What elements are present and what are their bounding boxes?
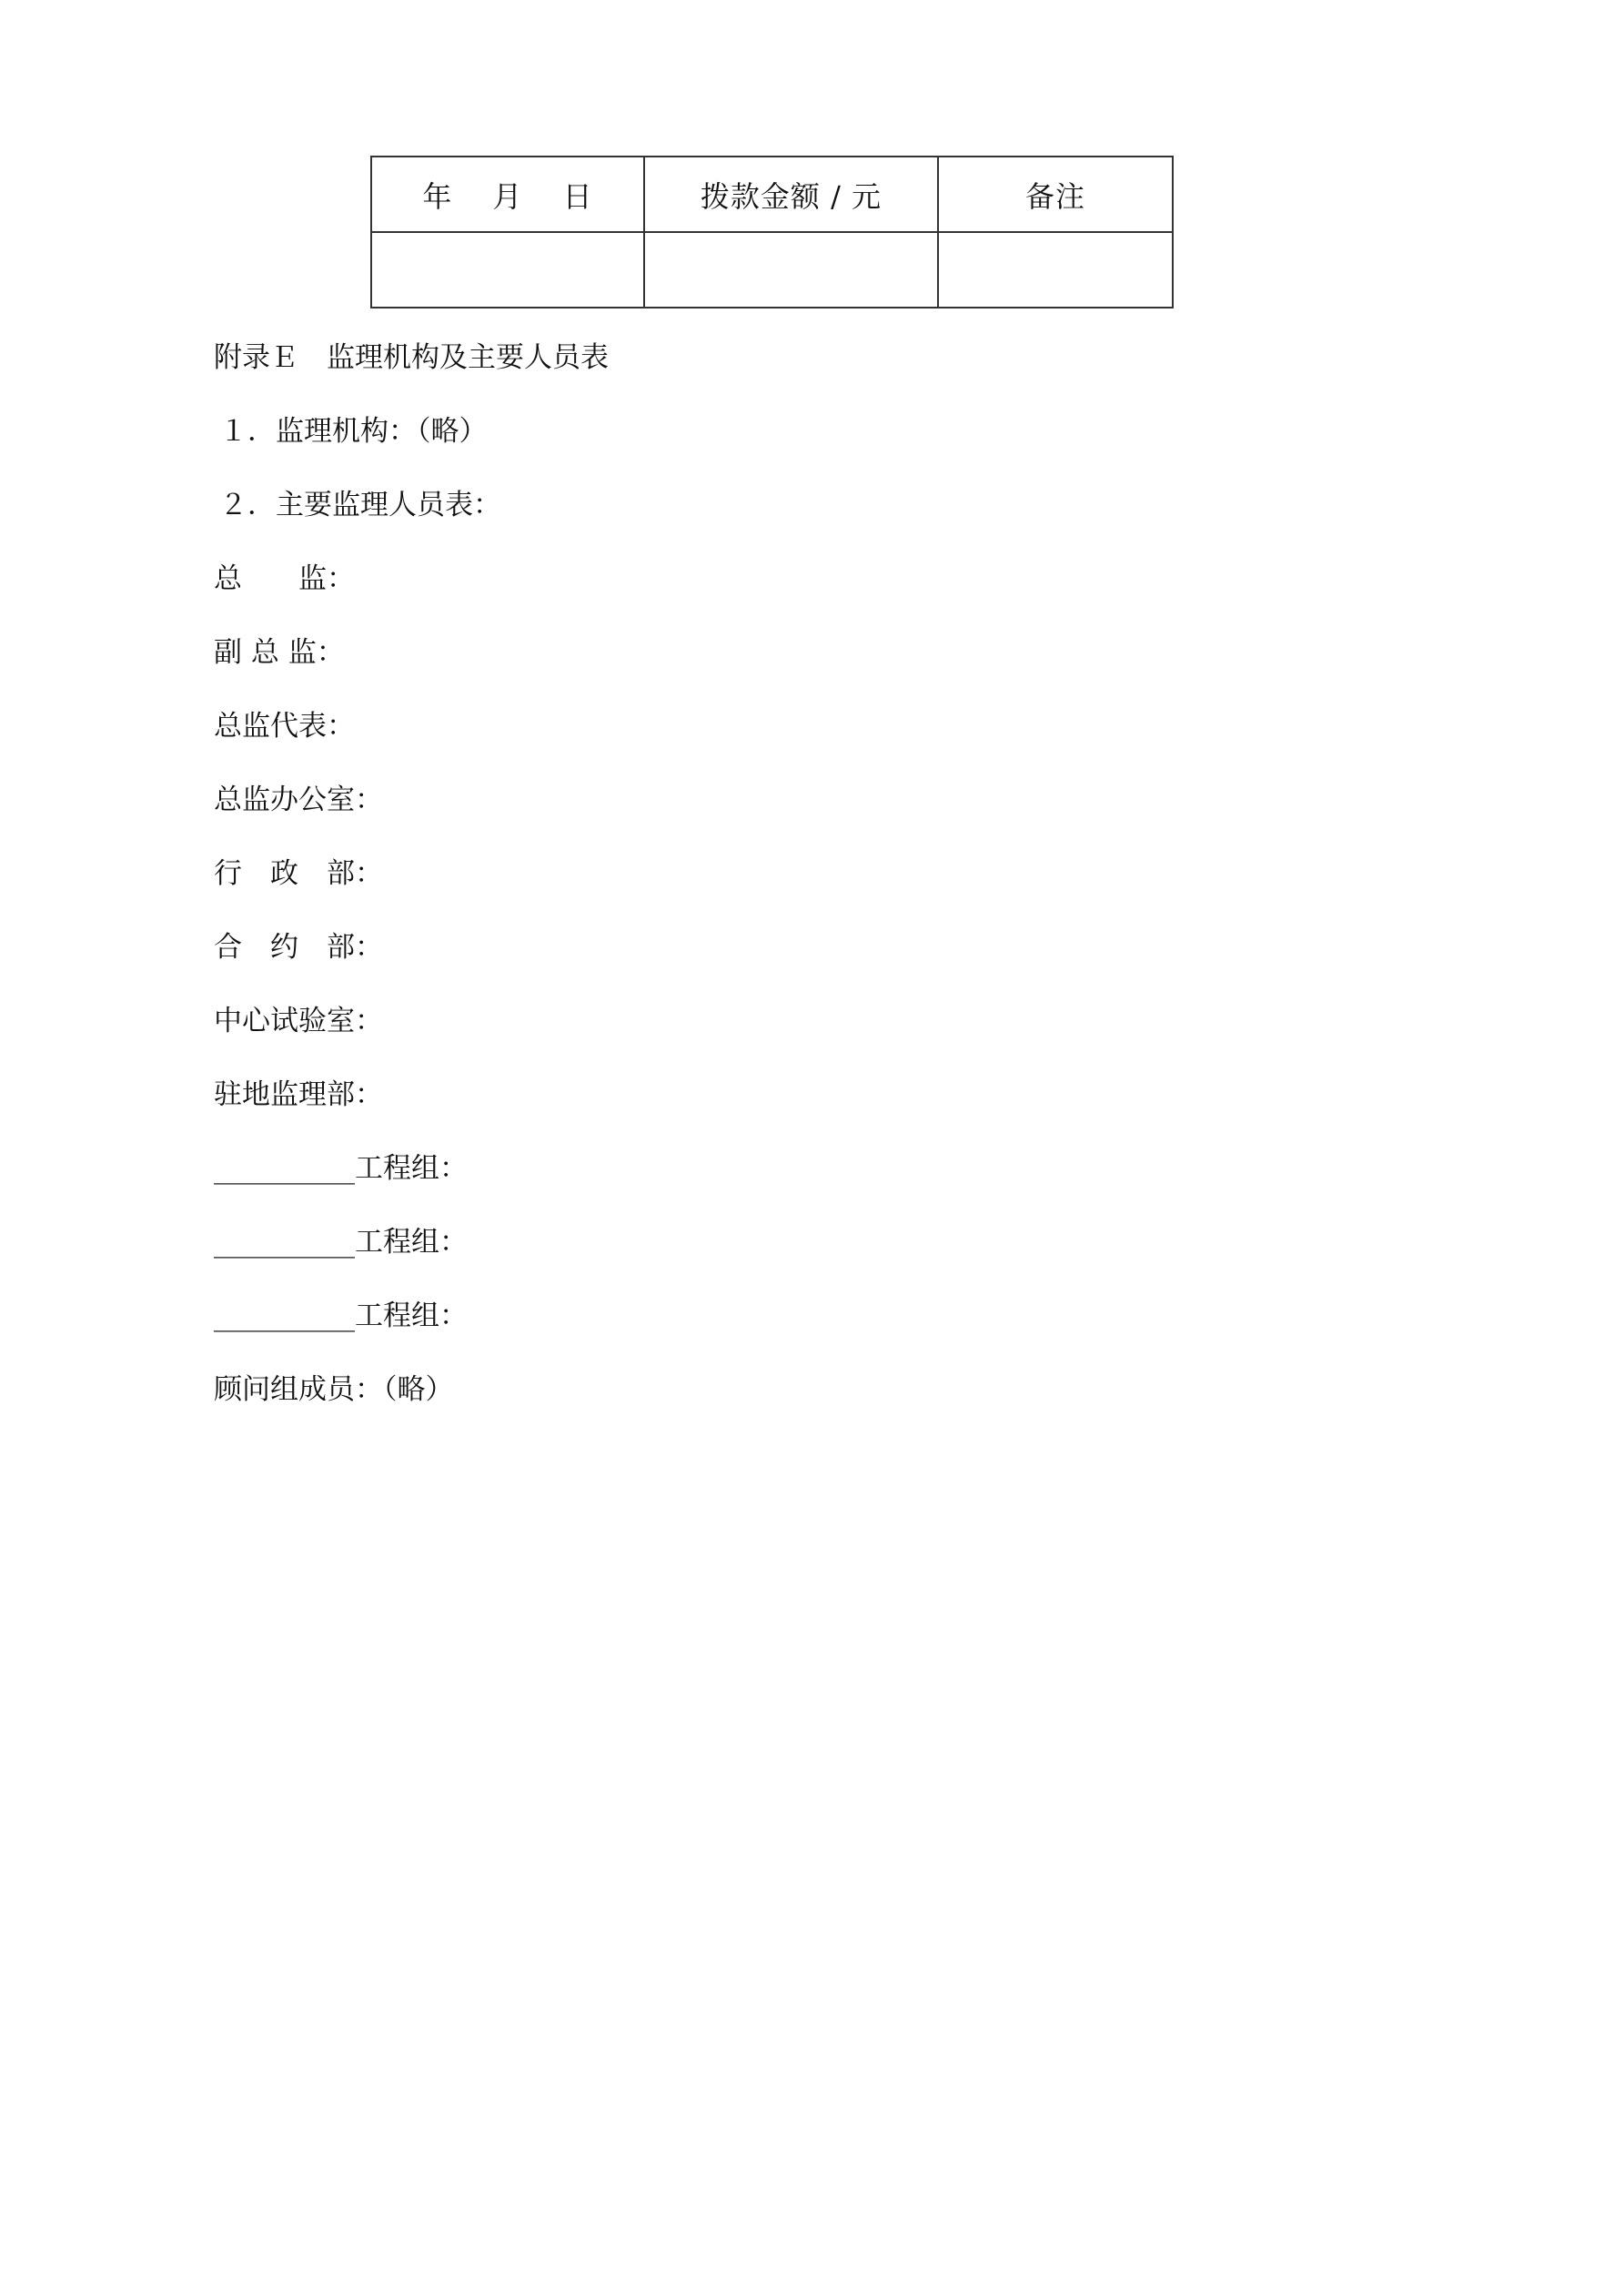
- table-cell-amount: [644, 232, 938, 308]
- role-chief: 总 监：: [214, 562, 355, 595]
- table-cell-remark: [938, 232, 1173, 308]
- role-admin-dept: 行 政 部：: [214, 857, 383, 890]
- table-row: [371, 232, 1173, 308]
- role-chief-rep: 总监代表：: [214, 710, 355, 743]
- header-date: 年 月 日: [371, 157, 644, 232]
- payment-table: [370, 156, 1174, 308]
- header-remark: 备注: [938, 157, 1173, 232]
- role-advisors: 顾问组成员：（略）: [214, 1373, 454, 1406]
- header-amount: 拨款金额 / 元: [644, 157, 938, 232]
- role-contract-dept: 合 约 部：: [214, 931, 383, 964]
- table-cell-date: [371, 232, 644, 308]
- role-engineering-group: __________工程组：: [214, 1300, 468, 1332]
- appendix-title: 附录Ｅ 监理机构及主要人员表: [214, 341, 609, 374]
- item-staff-table: ２．主要监理人员表：: [219, 489, 501, 521]
- table-header-row: [371, 157, 1173, 232]
- role-deputy-chief: 副 总 监：: [214, 636, 345, 669]
- item-org: １．监理机构：（略）: [219, 415, 488, 448]
- role-chief-office: 总监办公室：: [214, 784, 383, 816]
- role-resident-dept: 驻地监理部：: [214, 1078, 383, 1111]
- role-engineering-group: __________工程组：: [214, 1152, 468, 1185]
- role-engineering-group: __________工程组：: [214, 1226, 468, 1259]
- role-central-lab: 中心试验室：: [214, 1005, 383, 1037]
